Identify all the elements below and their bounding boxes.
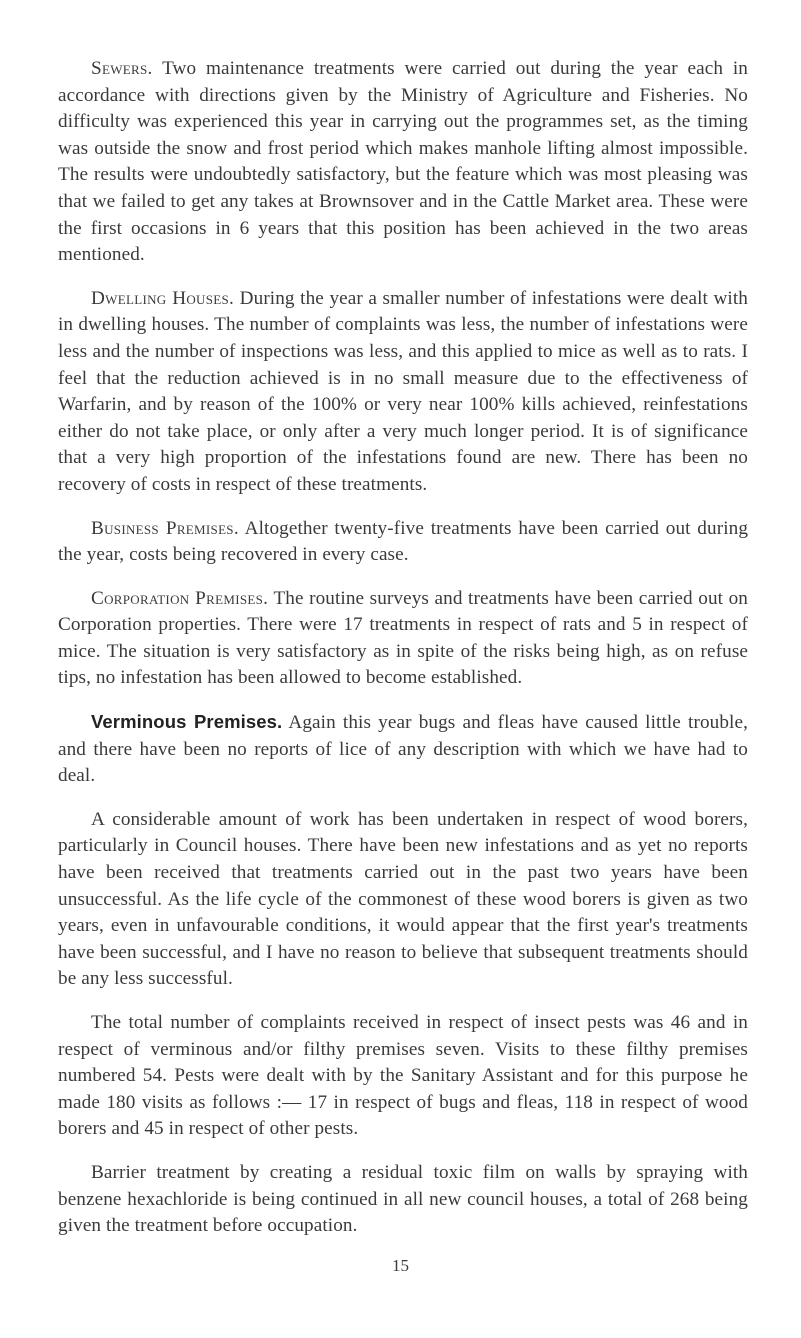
paragraph-sewers: [58, 56, 748, 269]
heading-sewers: Sewers.: [91, 58, 153, 79]
text-sewers: Two maintenance treatments were carried out during the year each in accordance with directions given by the Ministry of Agriculture and Fisheries. No difficulty was experienced this year in carrying out the programmes set, as the timing was outside the snow and frost period which makes manhole lifting almost impossible. The results were undoubtedly satisfactory, but the feature which was most pleasing was that we failed to get any takes at Brownsover and in the Cattle Market area. These were the first occasions in 6 years that this position has been achieved in the two areas mentioned.: [58, 58, 748, 266]
paragraph-wood-borers: [58, 807, 748, 993]
page-number: 15: [392, 1256, 409, 1275]
text-barrier-treatment: Barrier treatment by creating a residual toxic film on walls by spraying with benzene hexachloride is being continued in all new council houses, a total of 268 being given the treatment before occupation.: [58, 1161, 748, 1237]
text-verminous-premises: Again this year bugs and fleas have caused little trouble, and there have been no reports of lice of any description with which we have had to deal.: [58, 712, 748, 787]
paragraph-complaints-total: [58, 1010, 748, 1143]
heading-business-premises: Business Premises.: [91, 517, 239, 539]
paragraph-barrier-treatment: [58, 1160, 748, 1240]
text-dwelling-houses: During the year a smaller number of infestations were dealt with in dwelling houses. The number of complaints was less, the number of infestations were less and the number of inspections was less, and this applied to mice as well as to rats. I feel that the reduction achieved is in no small measure due to the effectiveness of Warfarin, and by reason of the 100% or very near 100% kills achieved, reinfestations either do not take place, or only after a very much longer period. It is of significance that a very high proportion of the infestations found are new. There has been no recovery of costs in respect of these treatments.: [58, 287, 748, 495]
document-body: [58, 56, 748, 1257]
heading-verminous-premises: Verminous Premises.: [91, 711, 283, 733]
paragraph-dwelling-houses: [58, 286, 748, 499]
heading-corporation-premises: Corporation Premises.: [91, 587, 269, 609]
paragraph-verminous-premises: [58, 709, 748, 790]
text-wood-borers: A considerable amount of work has been undertaken in respect of wood borers, particularly in Council houses. There have been new infestations and as yet no reports have been received that treatments carried out in the past two years have been unsuccessful. As the life cycle of the commonest of these wood borers is given as two years, even in unfavourable conditions, it would appear that the first year's treatments have been successful, and I have no reason to believe that subsequent treatments should be any less successful.: [58, 808, 748, 990]
text-corporation-premises: The routine surveys and treatments have been carried out on Corporation properties. There were 17 treatments in respect of rats and 5 in respect of mice. The situation is very satisfactory as in spite of the risks being high, as on refuse tips, no infestation has been allowed to become established.: [58, 587, 748, 689]
paragraph-business-premises: [58, 516, 748, 569]
text-complaints-total: The total number of complaints received in respect of insect pests was 46 and in respect of verminous and/or filthy premises seven. Visits to these filthy premises numbered 54. Pests were dealt with by the Sanitary Assistant and for this purpose he made 180 visits as follows :— 17 in respect of bugs and fleas, 118 in respect of wood borers and 45 in respect of other pests.: [58, 1012, 748, 1140]
heading-dwelling-houses: Dwelling Houses.: [91, 287, 235, 309]
paragraph-corporation-premises: [58, 586, 748, 692]
text-business-premises: Altogether twenty-five treatments have been carried out during the year, costs being recovered in every case.: [58, 517, 749, 566]
